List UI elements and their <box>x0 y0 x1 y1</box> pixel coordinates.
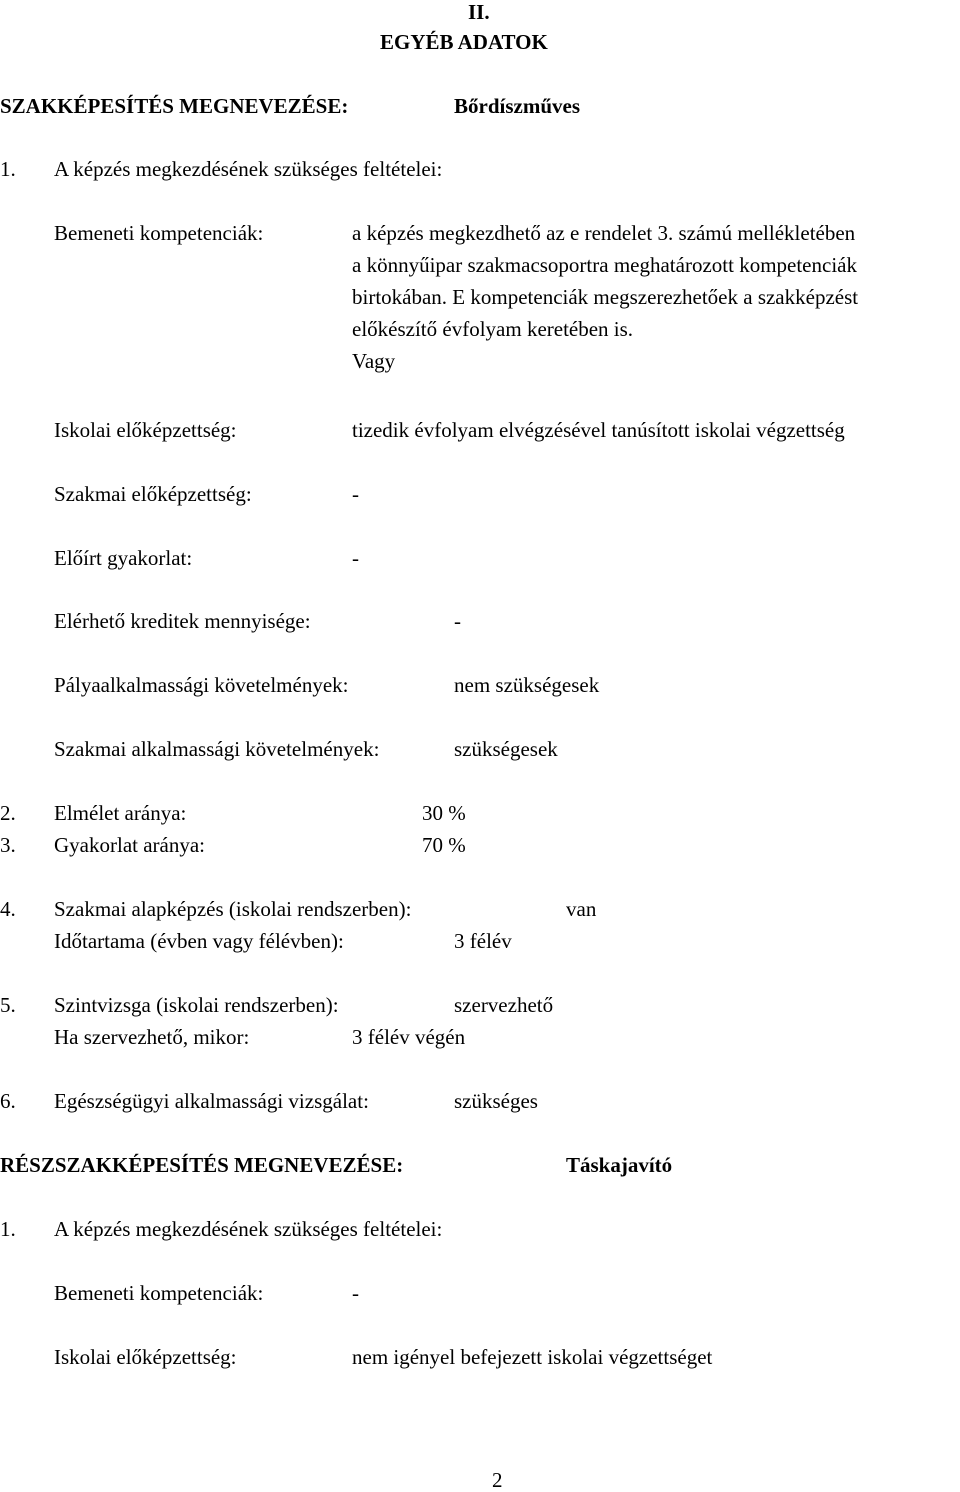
item2-value: 30 % <box>422 801 466 825</box>
partial-item1-number: 1. <box>0 1217 16 1241</box>
item2-number: 2. <box>0 801 16 825</box>
item4-value: van <box>566 897 597 921</box>
item6-value: szükséges <box>454 1089 538 1113</box>
qualification-label: SZAKKÉPESÍTÉS MEGNEVEZÉSE: <box>0 94 349 118</box>
entry-competencies-line: a képzés megkezdhető az e rendelet 3. számú mellékletében <box>352 221 856 245</box>
item5-number: 5. <box>0 993 16 1017</box>
professional-prerequisite-label: Szakmai előképzettség: <box>54 482 252 506</box>
item5-when-value: 3 félév végén <box>352 1025 466 1049</box>
entry-competencies-line: előkészítő évfolyam keretében is. <box>352 317 634 341</box>
partial-qualification-label: RÉSZSZAKKÉPESÍTÉS MEGNEVEZÉSE: <box>0 1153 404 1177</box>
entry-competencies-line: Vagy <box>352 349 396 373</box>
professional-prerequisite-value: - <box>352 482 359 506</box>
item3-label: Gyakorlat aránya: <box>54 833 206 857</box>
item1-text: A képzés megkezdésének szükséges feltételei: <box>54 157 443 181</box>
school-prerequisite-label: Iskolai előképzettség: <box>54 418 237 442</box>
item3-number: 3. <box>0 833 16 857</box>
entry-competencies-line: a könnyűipar szakmacsoportra meghatározott kompetenciák <box>352 253 857 277</box>
item6-number: 6. <box>0 1089 16 1113</box>
credits-value: - <box>454 609 461 633</box>
item3-value: 70 % <box>422 833 466 857</box>
professional-aptitude-value: szükségesek <box>454 737 558 761</box>
career-aptitude-value: nem szükségesek <box>454 673 600 697</box>
item6-label: Egészségügyi alkalmassági vizsgálat: <box>54 1089 369 1113</box>
partial-school-prerequisite-value: nem igényel befejezett iskolai végzettséget <box>352 1345 713 1369</box>
section-title: EGYÉB ADATOK <box>380 30 548 54</box>
partial-entry-competencies-value: - <box>352 1281 359 1305</box>
item5-label: Szintvizsga (iskolai rendszerben): <box>54 993 339 1017</box>
item4-duration-value: 3 félév <box>454 929 512 953</box>
page-number: 2 <box>492 1468 503 1492</box>
item4-duration-label: Időtartama (évben vagy félévben): <box>54 929 344 953</box>
item4-number: 4. <box>0 897 16 921</box>
section-number: II. <box>468 0 490 24</box>
item2-label: Elmélet aránya: <box>54 801 187 825</box>
entry-competencies-line: birtokában. E kompetenciák megszerezhetőek a szakképzést <box>352 285 859 309</box>
professional-aptitude-label: Szakmai alkalmassági követelmények: <box>54 737 380 761</box>
partial-school-prerequisite-label: Iskolai előképzettség: <box>54 1345 237 1369</box>
credits-label: Elérhető kreditek mennyisége: <box>54 609 311 633</box>
entry-competencies-label: Bemeneti kompetenciák: <box>54 221 264 245</box>
partial-qualification-name: Táskajavító <box>566 1153 673 1177</box>
item5-value: szervezhető <box>454 993 554 1017</box>
item5-when-label: Ha szervezhető, mikor: <box>54 1025 250 1049</box>
item1-number: 1. <box>0 157 16 181</box>
school-prerequisite-value: tizedik évfolyam elvégzésével tanúsított iskolai végzettség <box>352 418 845 442</box>
required-practice-value: - <box>352 546 359 570</box>
qualification-name: Bőrdíszműves <box>454 94 580 118</box>
partial-entry-competencies-label: Bemeneti kompetenciák: <box>54 1281 264 1305</box>
required-practice-label: Előírt gyakorlat: <box>54 546 193 570</box>
career-aptitude-label: Pályaalkalmassági követelmények: <box>54 673 349 697</box>
partial-item1-text: A képzés megkezdésének szükséges feltételei: <box>54 1217 443 1241</box>
item4-label: Szakmai alapképzés (iskolai rendszerben): <box>54 897 412 921</box>
